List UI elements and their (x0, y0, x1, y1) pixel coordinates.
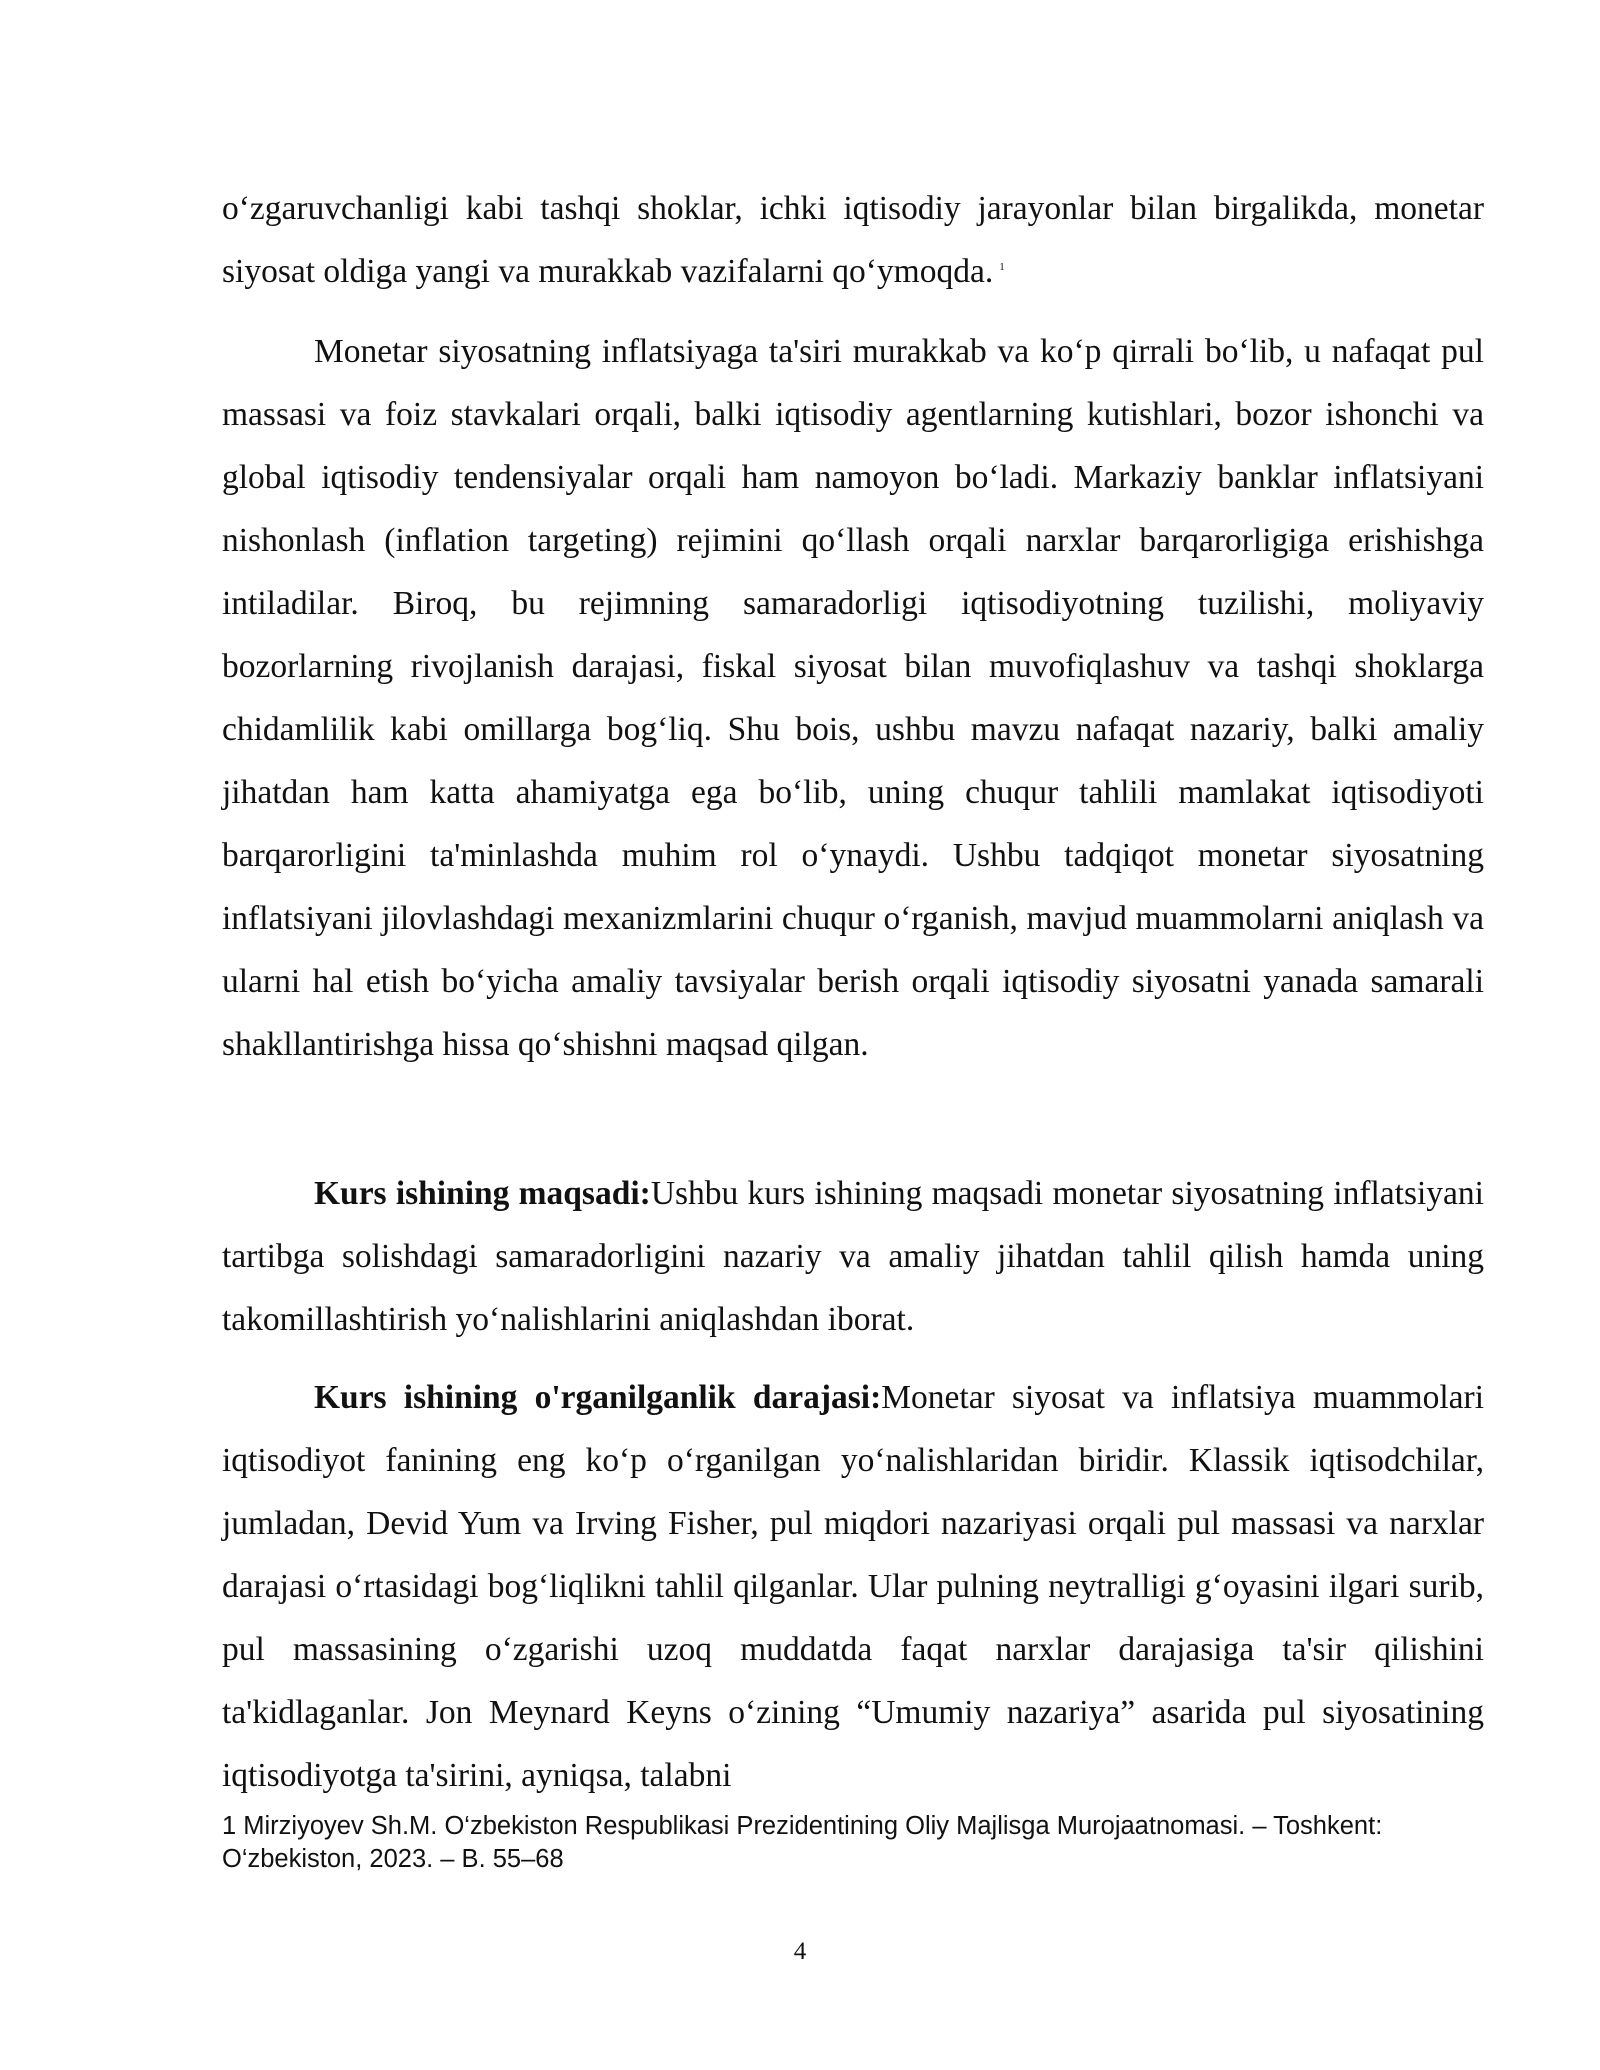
footnote: 1 Mirziyoyev Sh.M. O‘zbekiston Respublikasi Prezidentining Oliy Majlisga Murojaatnomasi. – Toshkent: O‘zbekiston, 2023. – B. 55–68 (222, 1812, 1383, 1873)
page-number: 4 (793, 1938, 807, 1965)
paragraph-heading: Kurs ishining o'rganilganlik darajasi: (314, 1379, 882, 1416)
paragraph-continuation (222, 177, 1484, 303)
paragraph-heading: Kurs ishining maqsadi: (314, 1175, 651, 1212)
paragraph-course-goal (222, 1162, 1484, 1351)
paragraph-text: Ushbu kurs ishining maqsadi monetar siyosatning inflatsiyani tartibga solishdagi samaradorligini nazariy va amaliy jihatdan tahlil qilish hamda uning takomillashtirish yo‘nalishlarini aniqlashdan iborat. (222, 1175, 1484, 1338)
paragraph-monetary-policy-impact (222, 320, 1484, 1076)
paragraph-research-level (222, 1366, 1484, 1807)
paragraph-text: o‘zgaruvchanligi kabi tashqi shoklar, ichki iqtisodiy jarayonlar bilan birgalikda, monetar siyosat oldiga yangi va murakkab vazifalarni qo‘ymoqda. (222, 190, 1484, 290)
paragraph-text: Monetar siyosatning inflatsiyaga ta'siri murakkab va ko‘p qirrali bo‘lib, u nafaqat pul massasi va foiz stavkalari orqali, balki iqtisodiy agentlarning kutishlari, bozor ishonchi va global iqtisodiy tendensiyalar orqali ham namoyon bo‘ladi. Markaziy banklar inflatsiyani nishonlash (inflation targeting) rejimini qo‘llash orqali narxlar barqarorligiga erishishga intiladilar. Biroq, bu rejimning samaradorligi iqtisodiyotning tuzilishi, moliyaviy bozorlarning rivojlanish darajasi, fiskal siyosat bilan muvofiqlashuv va tashqi shoklarga chidamlilik kabi omillarga bog‘liq. Shu bois, ushbu mavzu nafaqat nazariy, balki amaliy jihatdan ham katta ahamiyatga ega bo‘lib, uning chuqur tahlili mamlakat iqtisodiyoti barqarorligini ta'minlashda muhim rol o‘ynaydi. Ushbu tadqiqot monetar siyosatning inflatsiyani jilovlashdagi mexanizmlarini chuqur o‘rganish, mavjud muammolarni aniqlash va ularni hal etish bo‘yicha amaliy tavsiyalar berish orqali iqtisodiy siyosatni yanada samarali shakllantirishga hissa qo‘shishni maqsad qilgan. (222, 333, 1484, 1063)
footnote-reference: 1 (999, 261, 1005, 273)
paragraph-text: Monetar siyosat va inflatsiya muammolari iqtisodiyot fanining eng ko‘p o‘rganilgan yo‘nalishlaridan biridir. Klassik iqtisodchilar, jumladan, Devid Yum va Irving Fisher, pul miqdori nazariyasi orqali pul massasi va narxlar darajasi o‘rtasidagi bog‘liqlikni tahlil qilganlar. Ular pulning neytralligi g‘oyasini ilgari surib, pul massasining o‘zgarishi uzoq muddatda faqat narxlar darajasiga ta'sir qilishini ta'kidlaganlar. Jon Meynard Keyns o‘zining “Umumiy nazariya” asarida pul siyosatining iqtisodiyotga ta'sirini, ayniqsa, talabni (222, 1379, 1484, 1794)
